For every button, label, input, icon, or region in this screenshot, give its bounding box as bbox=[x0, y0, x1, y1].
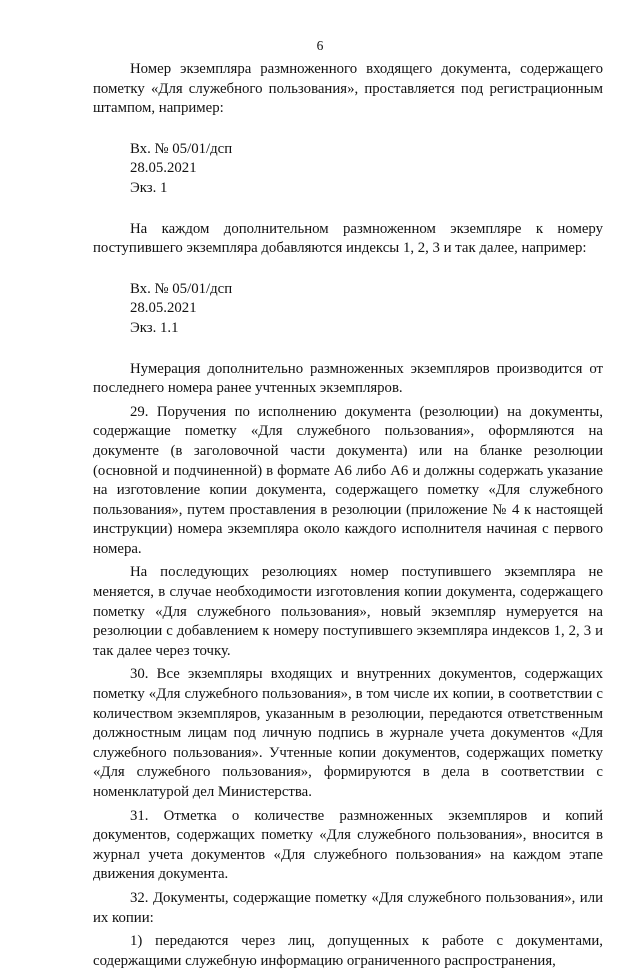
paragraph-copy-number-intro: Номер экземпляра размноженного входящего документа, содержащего пометку «Для служебного пользования», проставляется под регистрационным штампом, например: bbox=[93, 61, 603, 117]
paragraph-item-29: 29. Поручения по исполнению документа (резолюции) на документы, содержащие пометку «Для служебного пользования», оформляются на документе (в заголовочной части документа) или на бланке резолюции (основной и подчиненной) в формате А6 либо А6 и должны содержать указание на изготовление копии документа, содержащего пометку «Для служебного пользования», путем проставления в резолюции (приложение № 4 к настоящей инструкции) номера экземпляра около каждого исполнителя начиная с первого номера. bbox=[93, 403, 603, 557]
stamp-number: Вх. № 05/01/дсп bbox=[130, 280, 233, 297]
paragraph-item-31: 31. Отметка о количестве размноженных экземпляров и копий документов, содержащих пометку «Для служебного пользования», вносится в журнал учета документов «Для служебного пользования» на каждом этапе движения документа. bbox=[93, 807, 603, 883]
stamp-number: Вх. № 05/01/дсп bbox=[130, 140, 233, 157]
stamp-date: 28.05.2021 bbox=[130, 160, 197, 177]
paragraph-additional-copies: На каждом дополнительном размноженном экземпляре к номеру поступившего экземпляра добавляются индексы 1, 2, 3 и так далее, например: bbox=[93, 220, 603, 257]
stamp-copy: Экз. 1.1 bbox=[130, 319, 179, 336]
paragraph-item-32-1: 1) передаются через лиц, допущенных к работе с документами, содержащими служебную информацию ограниченного распространения, bbox=[93, 933, 603, 969]
stamp-copy: Экз. 1 bbox=[130, 179, 168, 196]
page-number: 6 bbox=[316, 38, 324, 53]
stamp-date: 28.05.2021 bbox=[130, 300, 197, 317]
stamp-example-2 bbox=[93, 280, 603, 339]
stamp-example-1 bbox=[93, 140, 603, 199]
paragraph-subsequent-resolutions: На последующих резолюциях номер поступившего экземпляра не меняется, в случае необходимости изготовления копии документа, содержащего пометку «Для служебного пользования», новый экземпляр нумеруется на резолюции с добавлением к номеру поступившего экземпляра индексов 1, 2, 3 и так далее через точку. bbox=[93, 564, 603, 659]
paragraph-numbering: Нумерация дополнительно размноженных экземпляров производится от последнего номера ранее учтенных экземпляров. bbox=[93, 360, 603, 397]
document-body bbox=[93, 60, 603, 971]
paragraph-item-32: 32. Документы, содержащие пометку «Для служебного пользования», или их копии: bbox=[93, 889, 603, 926]
paragraph-item-30: 30. Все экземпляры входящих и внутренних документов, содержащих пометку «Для служебного пользования», в том числе их копии, в соответствии с количеством экземпляров, указанным в резолюции, передаются ответственным должностным лицам под личную подпись в журнале учета документов «Для служебного пользования». Учтенные копии документов, содержащих пометку «Для служебного пользования», формируются в дела в соответствии с номенклатурой дел Министерства. bbox=[93, 666, 603, 800]
